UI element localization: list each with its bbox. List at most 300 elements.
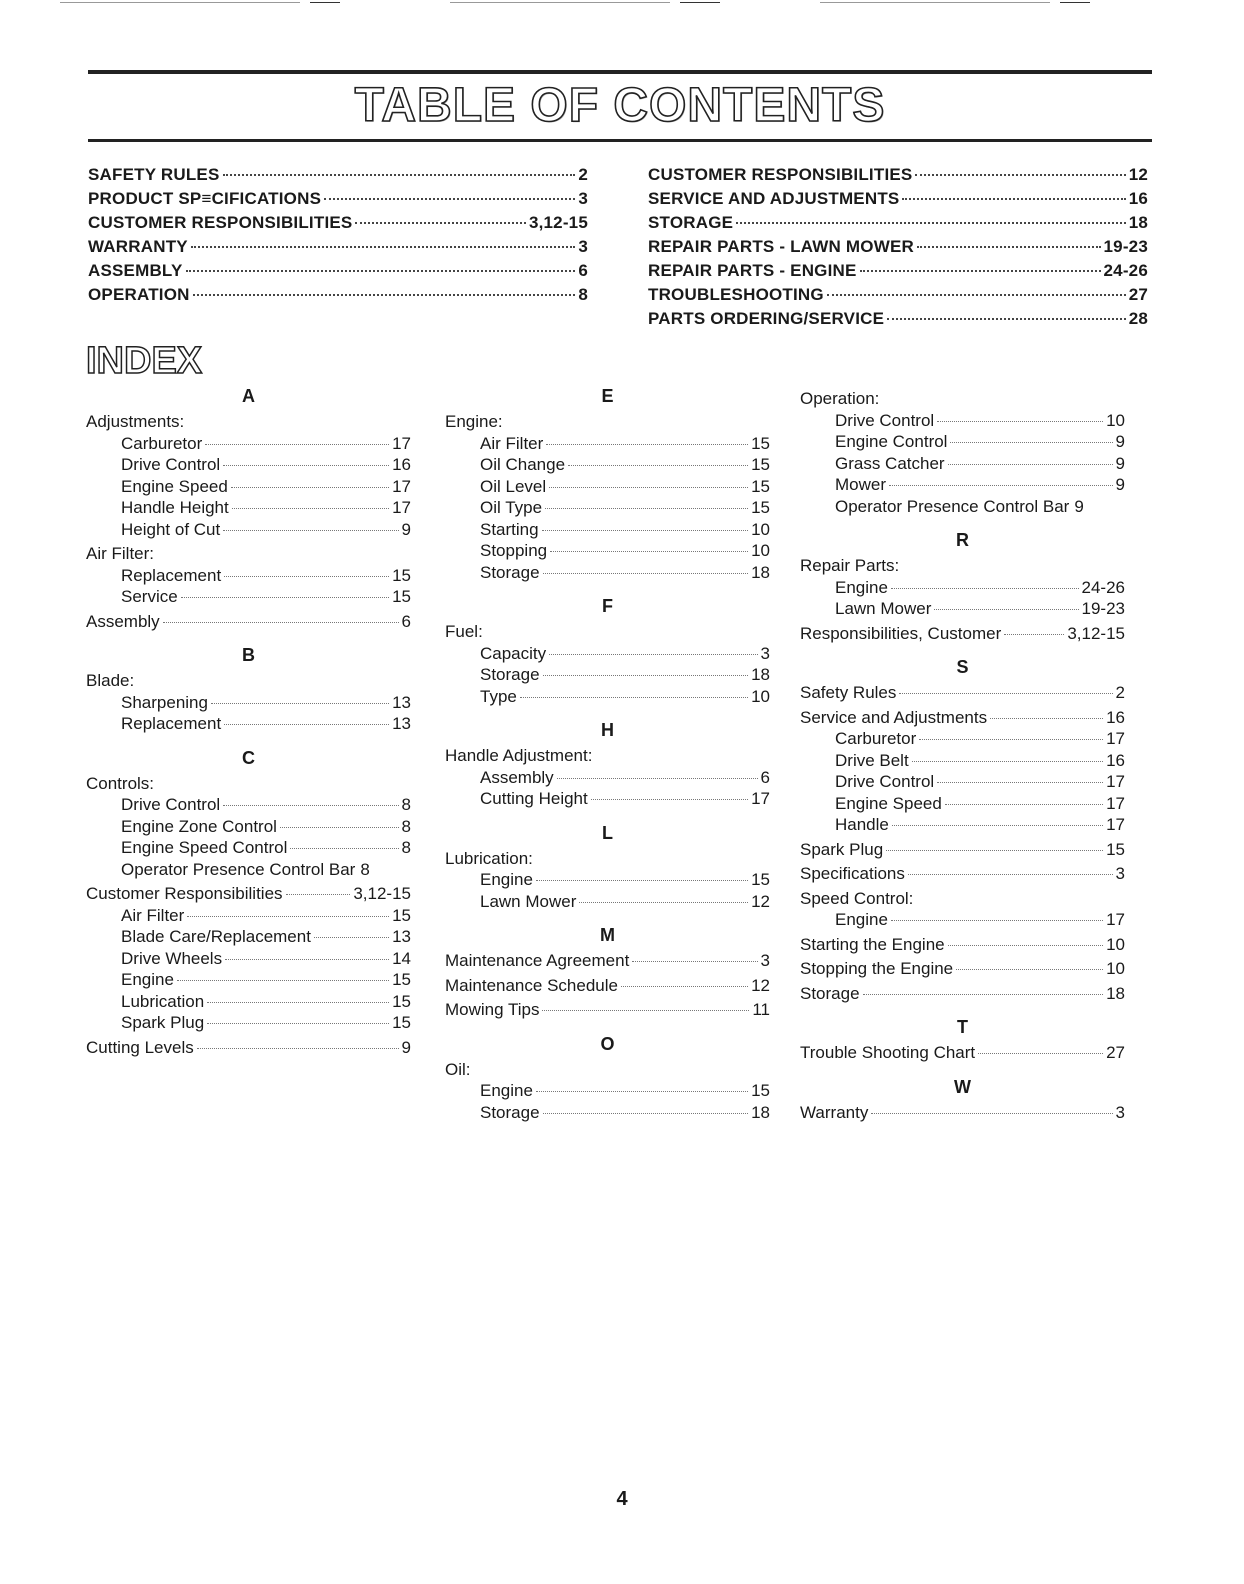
toc-entry[interactable] <box>88 165 588 189</box>
dot-leader <box>546 444 748 445</box>
toc-entry-page: 28 <box>1128 309 1148 328</box>
index-letter-heading: M <box>600 925 615 945</box>
index-entry-page: 10 <box>751 541 770 560</box>
index-entry-page: 17 <box>1106 793 1125 813</box>
toc-entry-page: 6 <box>578 261 588 280</box>
index-entry-page: 8 <box>401 816 411 836</box>
index-entry-page: 10 <box>1106 959 1125 978</box>
index-entry-label: Engine Speed <box>121 476 228 496</box>
toc-entry[interactable] <box>648 165 1148 189</box>
index-subentry[interactable] <box>800 728 1125 750</box>
index-entry[interactable] <box>800 983 1125 1005</box>
dot-leader <box>324 198 575 200</box>
index-entry-label: Assembly <box>86 611 160 631</box>
index-entry-page: 9 <box>1115 453 1125 473</box>
index-entry-page: 16 <box>1106 707 1125 727</box>
index-entry-page: 9 <box>1115 432 1125 451</box>
index-group-heading: Operation: <box>800 389 880 408</box>
index-group-heading: Adjustments: <box>86 412 185 431</box>
toc-entry-label: STORAGE <box>648 213 734 232</box>
dot-leader <box>181 597 389 598</box>
index-entry-page: 10 <box>1106 934 1125 954</box>
index-group-heading: Blade: <box>86 671 135 690</box>
index-entry[interactable] <box>445 999 770 1021</box>
index-subentry[interactable] <box>800 496 1125 518</box>
index-entry-label: Handle Height <box>121 498 229 517</box>
index-entry[interactable] <box>800 1102 1125 1124</box>
index-entry-label: Mowing Tips <box>445 1000 540 1019</box>
index-entry-label: Sharpening <box>121 692 208 712</box>
index-subentry[interactable] <box>86 433 411 455</box>
index-entry[interactable] <box>800 958 1125 980</box>
dot-leader <box>186 270 576 272</box>
page-number: 4 <box>616 1488 628 1510</box>
toc-title: TABLE OF CONTENTS <box>354 79 886 132</box>
dot-leader <box>205 444 389 445</box>
index-entry-page: 12 <box>751 891 770 911</box>
index-entry-label: Maintenance Agreement <box>445 951 630 970</box>
index-entry-label: Trouble Shooting Chart <box>800 1043 976 1062</box>
index-entry-page: 15 <box>392 970 411 989</box>
index-entry-page: 13 <box>392 927 411 946</box>
dot-leader <box>919 739 1103 740</box>
index-entry-page: 17 <box>1106 729 1125 748</box>
index-entry-label: Starting <box>480 519 539 539</box>
toc-entry-label: SERVICE AND ADJUSTMENTS <box>648 189 900 208</box>
index-entry-page: 3 <box>1115 864 1125 883</box>
dot-leader <box>736 222 1126 224</box>
index-subentry[interactable] <box>445 788 770 810</box>
index-entry-page: 17 <box>392 498 411 517</box>
index-entry-page: 8 <box>401 795 411 814</box>
index-group-heading: Speed Control: <box>800 888 914 908</box>
index-entry-label: Air Filter <box>480 433 544 453</box>
index-subentry[interactable] <box>86 692 411 714</box>
toc-entry-page: 3 <box>578 189 588 208</box>
index-subentry[interactable] <box>86 497 411 519</box>
index-entry-page: 18 <box>751 665 770 684</box>
index-group-heading: Oil: <box>445 1059 471 1079</box>
index-entry-label: Service and Adjustments <box>800 707 988 727</box>
index-entry-page: 18 <box>751 1102 770 1122</box>
index-subentry[interactable] <box>445 891 770 913</box>
dot-leader <box>224 576 389 577</box>
index-entry-label: Spark Plug <box>121 1013 205 1032</box>
index-subentry[interactable] <box>445 562 770 584</box>
index-entry-page: 17 <box>392 433 411 453</box>
toc-entry-label: PRODUCT SP≡CIFICATIONS <box>88 189 322 208</box>
index-subentry[interactable] <box>445 497 770 519</box>
dot-leader <box>950 442 1112 443</box>
index-subentry[interactable] <box>445 643 770 665</box>
dot-leader <box>197 1048 399 1049</box>
index-column-2 <box>445 385 770 1123</box>
index-group-heading: Air Filter: <box>86 544 154 563</box>
dot-leader <box>990 718 1103 719</box>
index-entry-page: 15 <box>392 1013 411 1032</box>
index-entry-label: Grass Catcher <box>835 453 945 473</box>
dot-leader <box>549 487 748 488</box>
dot-leader <box>886 850 1103 851</box>
index-entry-page: 13 <box>392 714 411 733</box>
dot-leader <box>177 980 389 981</box>
index-entry-label: Drive Wheels <box>121 948 223 968</box>
index-entry-page: 15 <box>751 1081 770 1100</box>
toc-entry[interactable] <box>88 237 588 261</box>
index-subentry[interactable] <box>86 713 411 735</box>
index-entry-label: Engine <box>835 577 888 597</box>
index-subentry[interactable] <box>800 814 1125 836</box>
index-entry-label: Engine <box>480 870 533 889</box>
index-subentry[interactable] <box>86 1012 411 1034</box>
index-group-heading: Repair Parts: <box>800 556 900 575</box>
index-entry-label: Handle <box>835 815 889 834</box>
index-entry[interactable] <box>800 839 1125 861</box>
toc-entry-label: CUSTOMER RESPONSIBILITIES <box>88 213 353 232</box>
dot-leader <box>231 487 389 488</box>
index-entry-page: 3 <box>760 643 770 663</box>
dot-leader <box>908 874 1113 875</box>
toc-entry-label: ASSEMBLY <box>88 261 183 280</box>
dot-leader <box>536 1091 748 1092</box>
index-entry-label: Drive Belt <box>835 750 909 770</box>
index-entry-label: Cutting Height <box>480 789 588 808</box>
dot-leader <box>945 804 1103 805</box>
toc-entry-page: 8 <box>578 285 588 304</box>
toc-entry-label: PARTS ORDERING/SERVICE <box>648 309 885 328</box>
index-entry-label: Customer Responsibilities <box>86 884 283 903</box>
dot-leader <box>871 1113 1112 1114</box>
index-entry-page: 15 <box>392 905 411 925</box>
dot-leader <box>937 782 1103 783</box>
index-entry-label: Air Filter <box>121 905 185 925</box>
dot-leader <box>891 588 1079 589</box>
index-entry-page: 15 <box>751 870 770 889</box>
index-letter-heading: C <box>242 747 255 768</box>
index-group-heading: Fuel: <box>445 622 483 641</box>
index-group-heading: Lubrication: <box>445 848 533 868</box>
index-entry-label: Storage <box>480 665 540 684</box>
index-entry-label: Safety Rules <box>800 683 897 702</box>
toc-entry[interactable] <box>648 309 1148 333</box>
dot-leader <box>549 654 757 655</box>
toc-entry[interactable] <box>648 213 1148 237</box>
index-subentry[interactable] <box>86 565 411 587</box>
dot-leader <box>542 1010 749 1011</box>
index-entry[interactable] <box>445 950 770 972</box>
toc-right-column <box>648 165 1148 333</box>
index-entry-label: Engine Speed <box>835 793 942 813</box>
dot-leader <box>207 1002 389 1003</box>
index-entry[interactable] <box>800 682 1125 704</box>
dot-leader <box>286 894 351 895</box>
index-entry[interactable] <box>86 883 411 905</box>
index-entry-page: 17 <box>751 789 770 808</box>
index-entry-label: Storage <box>480 562 540 582</box>
index-entry-label: Engine Zone Control <box>121 816 277 836</box>
index-letter-heading: H <box>601 720 614 740</box>
index-entry-label: Drive Control <box>835 410 935 430</box>
index-entry-page: 9 <box>1074 496 1084 516</box>
dot-leader <box>887 318 1126 320</box>
dot-leader <box>934 609 1078 610</box>
dot-leader <box>591 799 748 800</box>
index-entry-label: Stopping <box>480 541 548 560</box>
index-subentry[interactable] <box>445 454 770 476</box>
index-entry[interactable] <box>86 1037 411 1059</box>
index-entry-page: 17 <box>1106 772 1125 791</box>
index-entry-label: Cutting Levels <box>86 1037 194 1057</box>
dot-leader <box>863 994 1104 995</box>
index-entry-page: 27 <box>1106 1043 1125 1062</box>
index-subentry[interactable] <box>800 410 1125 432</box>
dot-leader <box>978 1053 1103 1054</box>
dot-leader <box>543 573 749 574</box>
toc-entry-page: 3,12-15 <box>528 213 588 232</box>
index-entry-label: Drive Control <box>121 455 221 474</box>
index-subentry[interactable] <box>86 519 411 541</box>
dot-leader <box>917 246 1101 248</box>
dot-leader <box>207 1023 389 1024</box>
toc-entry-label: REPAIR PARTS - ENGINE <box>648 261 857 280</box>
dot-leader <box>280 827 399 828</box>
index-letter-heading: W <box>954 1076 971 1097</box>
toc-entry-page: 3 <box>578 237 588 256</box>
dot-leader <box>557 778 758 779</box>
dot-leader <box>543 1113 749 1114</box>
index-entry-label: Storage <box>800 983 860 1003</box>
index-subentry[interactable] <box>445 664 770 686</box>
index-entry-page: 6 <box>760 767 770 787</box>
dot-leader <box>290 848 398 849</box>
index-entry-label: Oil Change <box>480 455 566 474</box>
index-subentry[interactable] <box>800 771 1125 793</box>
toc-entry[interactable] <box>648 261 1148 285</box>
dot-leader <box>891 920 1103 921</box>
index-letter-heading: F <box>602 596 613 616</box>
dot-leader <box>187 916 389 917</box>
index-entry-label: Operator Presence Control Bar <box>121 859 356 879</box>
index-entry-page: 15 <box>751 498 770 517</box>
dot-leader <box>860 270 1101 272</box>
dot-leader <box>545 508 748 509</box>
index-subentry[interactable] <box>445 686 770 708</box>
index-entry[interactable] <box>800 1042 1125 1064</box>
index-entry[interactable] <box>86 611 411 633</box>
index-entry-label: Lubrication <box>121 991 205 1011</box>
toc-entry-label: WARRANTY <box>88 237 188 256</box>
toc-entry[interactable] <box>88 189 588 213</box>
toc-entry[interactable] <box>88 213 588 237</box>
dot-leader <box>889 485 1113 486</box>
index-subentry[interactable] <box>445 1102 770 1124</box>
index-entry[interactable] <box>800 623 1125 645</box>
index-subentry[interactable] <box>86 859 411 881</box>
index-entry-page: 16 <box>1106 750 1125 770</box>
toc-entry[interactable] <box>88 261 588 285</box>
dot-leader <box>937 421 1103 422</box>
index-column-3 <box>800 385 1125 1123</box>
index-entry-page: 11 <box>752 1000 770 1019</box>
toc-entry-label: SAFETY RULES <box>88 165 220 184</box>
index-entry-label: Warranty <box>800 1102 869 1122</box>
dot-leader <box>568 465 748 466</box>
index-entry-label: Engine Control <box>835 432 948 451</box>
index-entry-page: 8 <box>360 859 370 879</box>
index-entry-page: 15 <box>751 476 770 496</box>
index-entry-page: 15 <box>1106 839 1125 859</box>
toc-entry[interactable] <box>648 237 1148 261</box>
index-subentry[interactable] <box>445 1080 770 1102</box>
index-subentry[interactable] <box>445 869 770 891</box>
index-entry-page: 3 <box>760 951 770 970</box>
index-entry-page: 3 <box>1115 1102 1125 1122</box>
index-entry-label: Operator Presence Control Bar <box>835 496 1070 516</box>
index-entry-page: 16 <box>392 455 411 474</box>
toc-entry-page: 2 <box>578 165 588 184</box>
index-entry-label: Specifications <box>800 864 905 883</box>
index-subentry[interactable] <box>800 793 1125 815</box>
index-entry-label: Stopping the Engine <box>800 959 954 978</box>
title-underline <box>88 139 1152 142</box>
index-entry-label: Carburetor <box>835 729 917 748</box>
index-entry-label: Lawn Mower <box>480 891 577 911</box>
index-entry-page: 9 <box>1115 475 1125 494</box>
index-subentry[interactable] <box>800 474 1125 496</box>
index-entry-label: Oil Type <box>480 498 543 517</box>
index-entry[interactable] <box>445 975 770 997</box>
index-subentry[interactable] <box>86 816 411 838</box>
index-entry-page: 10 <box>751 519 770 539</box>
index-subentry[interactable] <box>800 598 1125 620</box>
dot-leader <box>542 530 748 531</box>
top-rule <box>88 70 1152 74</box>
index-entry-label: Capacity <box>480 643 547 663</box>
index-subentry[interactable] <box>445 519 770 541</box>
index-subentry[interactable] <box>445 540 770 562</box>
index-entry-label: Storage <box>480 1102 540 1122</box>
index-entry-page: 9 <box>401 519 411 539</box>
index-entry-label: Mower <box>835 475 887 494</box>
index-entry-label: Engine <box>835 910 888 929</box>
dot-leader <box>314 937 389 938</box>
index-letter-heading: L <box>602 822 613 843</box>
toc-entry-page: 24-26 <box>1103 261 1148 280</box>
index-subentry[interactable] <box>86 969 411 991</box>
index-entry-page: 9 <box>401 1037 411 1057</box>
index-entry-page: 14 <box>392 948 411 968</box>
toc-entry[interactable] <box>648 189 1148 213</box>
index-entry-page: 24-26 <box>1081 577 1125 597</box>
index-entry-page: 17 <box>1106 910 1125 929</box>
dot-leader <box>948 945 1103 946</box>
dot-leader <box>912 761 1103 762</box>
toc-entry-label: REPAIR PARTS - LAWN MOWER <box>648 237 914 256</box>
index-entry-label: Spark Plug <box>800 839 884 859</box>
index-subentry[interactable] <box>800 431 1125 453</box>
index-entry-page: 12 <box>751 975 770 995</box>
index-subentry[interactable] <box>86 476 411 498</box>
index-entry-page: 10 <box>1106 410 1125 430</box>
index-entry[interactable] <box>800 707 1125 729</box>
index-subentry[interactable] <box>86 991 411 1013</box>
index-entry-label: Starting the Engine <box>800 934 945 954</box>
index-subentry[interactable] <box>800 909 1125 931</box>
dot-leader <box>193 294 576 296</box>
index-entry-label: Engine <box>121 970 174 989</box>
dot-leader <box>948 464 1113 465</box>
toc-entry-label: CUSTOMER RESPONSIBILITIES <box>648 165 913 184</box>
index-entry-label: Engine Speed Control <box>121 838 288 857</box>
index-entry-label: Maintenance Schedule <box>445 975 618 995</box>
index-letter-heading: T <box>957 1017 968 1037</box>
toc-entry-page: 19-23 <box>1103 237 1148 256</box>
dot-leader <box>956 969 1103 970</box>
index-entry-label: Drive Control <box>121 795 221 814</box>
dot-leader <box>232 508 389 509</box>
index-letter-heading: A <box>242 386 255 406</box>
index-subentry[interactable] <box>86 837 411 859</box>
index-entry[interactable] <box>800 863 1125 885</box>
toc-entry[interactable] <box>648 285 1148 309</box>
index-subentry[interactable] <box>800 453 1125 475</box>
index-subentry[interactable] <box>86 794 411 816</box>
index-entry-page: 18 <box>751 562 770 582</box>
index-entry-page: 2 <box>1115 683 1125 702</box>
dot-leader <box>915 174 1125 176</box>
toc-entry-page: 27 <box>1128 285 1148 304</box>
index-entry[interactable] <box>800 934 1125 956</box>
index-group-heading: Controls: <box>86 773 155 793</box>
dot-leader <box>223 174 576 176</box>
dot-leader <box>543 675 749 676</box>
index-subentry[interactable] <box>800 577 1125 599</box>
index-subentry[interactable] <box>445 476 770 498</box>
dot-leader <box>902 198 1125 200</box>
index-entry-label: Lawn Mower <box>835 599 932 618</box>
toc-entry[interactable] <box>88 285 588 309</box>
dot-leader <box>191 246 576 248</box>
index-entry-label: Carburetor <box>121 433 203 453</box>
index-subentry[interactable] <box>86 948 411 970</box>
index-entry-page: 13 <box>392 692 411 712</box>
toc-entry-label: OPERATION <box>88 285 190 304</box>
index-subentry[interactable] <box>445 767 770 789</box>
index-group-heading: Handle Adjustment: <box>445 746 593 765</box>
index-entry-page: 15 <box>392 565 411 585</box>
dot-leader <box>892 825 1103 826</box>
index-entry-page: 3,12-15 <box>1067 623 1125 643</box>
toc-left-column <box>88 165 588 309</box>
index-subentry[interactable] <box>800 750 1125 772</box>
index-subentry[interactable] <box>86 926 411 948</box>
index-entry-label: Type <box>480 686 517 706</box>
index-subentry[interactable] <box>445 433 770 455</box>
index-entry-page: 8 <box>401 838 411 857</box>
index-title: INDEX <box>86 340 203 382</box>
dot-leader <box>223 805 398 806</box>
index-entry-label: Replacement <box>121 565 222 585</box>
index-subentry[interactable] <box>86 586 411 608</box>
dot-leader <box>355 222 525 224</box>
index-subentry[interactable] <box>86 454 411 476</box>
index-entry-label: Oil Level <box>480 476 547 496</box>
index-entry-label: Engine <box>480 1081 533 1100</box>
index-letter-heading: S <box>956 657 969 677</box>
index-entry-page: 15 <box>392 991 411 1011</box>
index-subentry[interactable] <box>86 905 411 927</box>
index-entry-page: 3,12-15 <box>353 884 411 903</box>
